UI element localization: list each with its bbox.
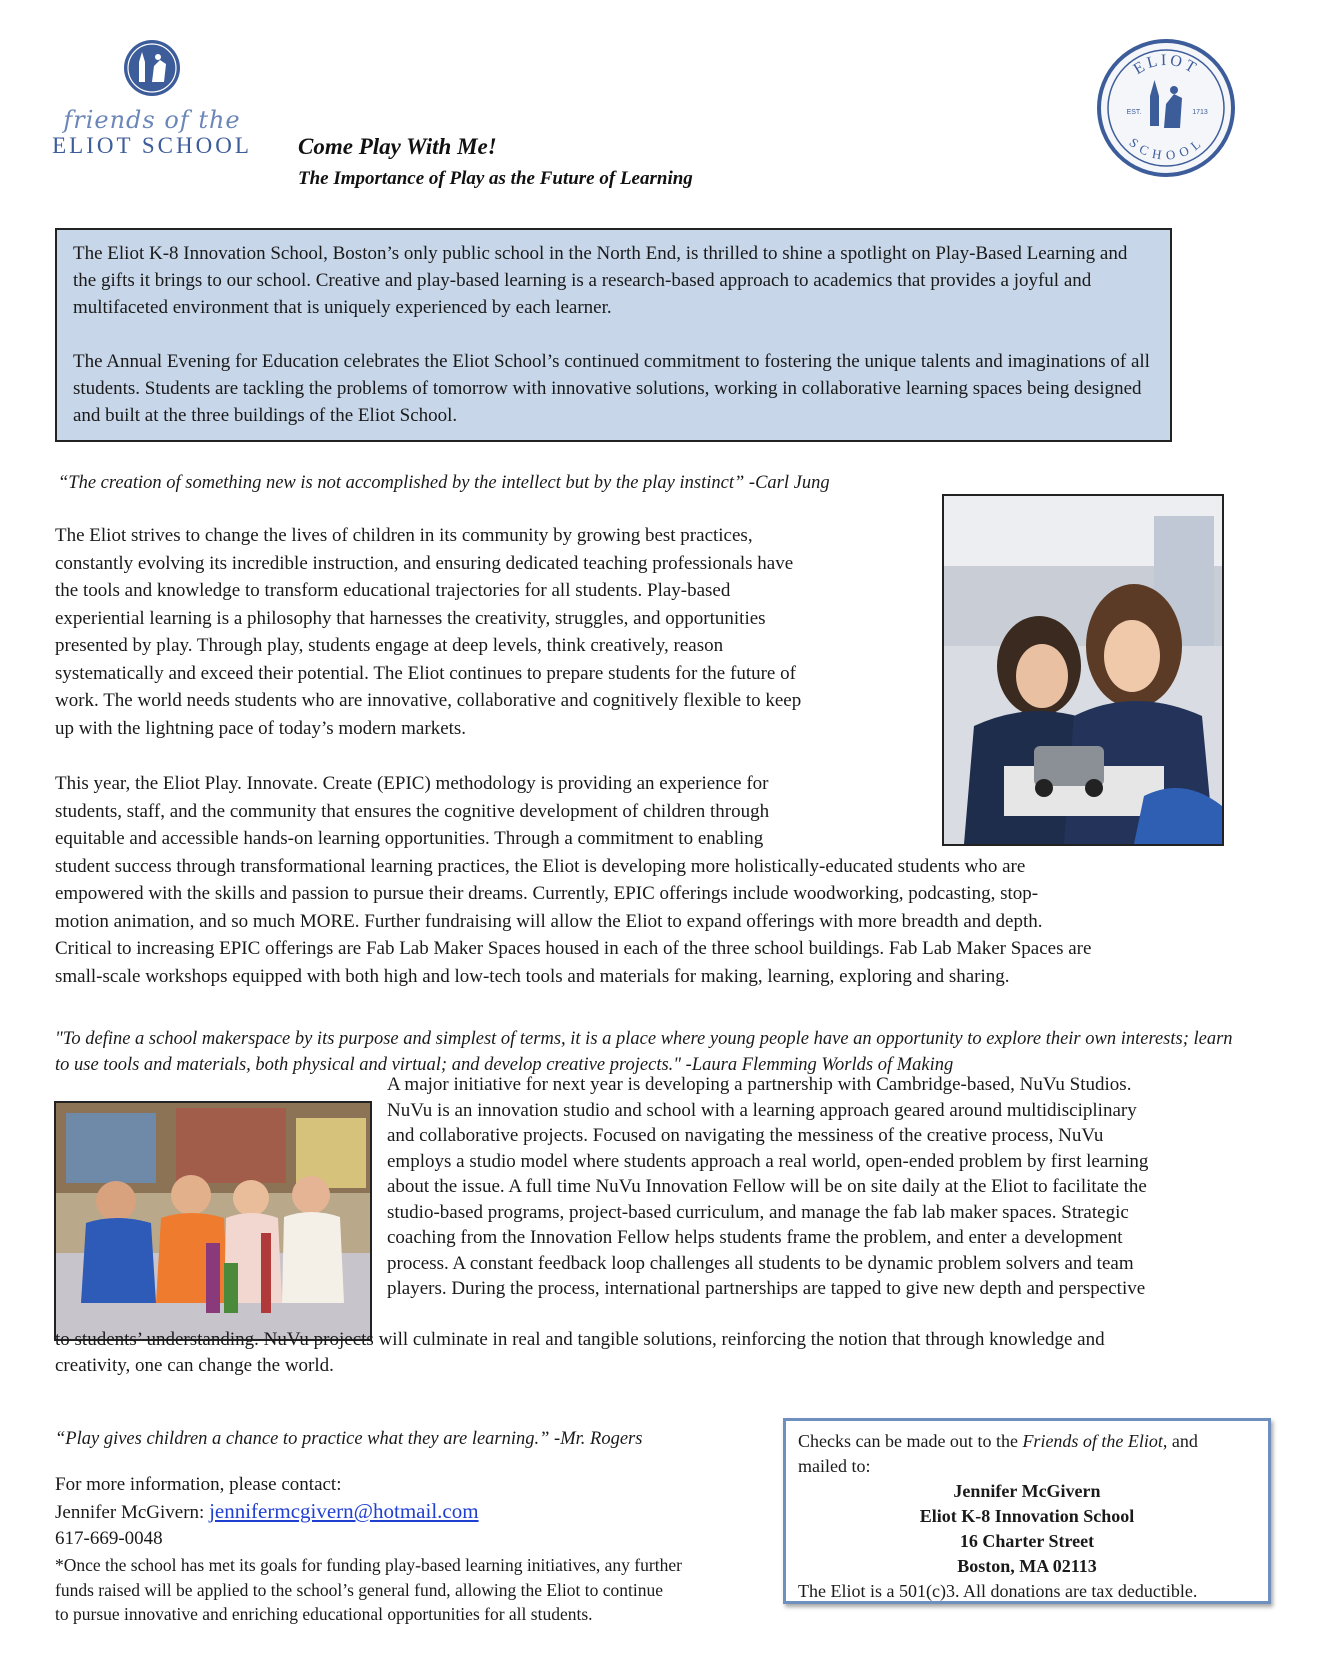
address-line: Jennifer McGivern xyxy=(953,1481,1101,1501)
text-line: NuVu is an innovation studio and school with a learning approach geared around multidisciplinary xyxy=(387,1099,1137,1121)
body-paragraph-1 xyxy=(55,522,801,742)
seal-top-text: ELIOT xyxy=(1130,51,1202,79)
text-line: equitable and accessible hands-on learning opportunities. Through a commitment to enabling xyxy=(55,828,764,849)
contact-heading: For more information, please contact: xyxy=(55,1474,342,1495)
tax-deductible-note: The Eliot is a 501(c)3. All donations are tax deductible. xyxy=(798,1581,1198,1601)
friends-logo xyxy=(52,38,252,159)
body-paragraph-3-wrapped xyxy=(387,1072,1148,1302)
text-line: creativity, one can change the world. xyxy=(55,1354,334,1376)
text-line: players. During the process, international partnerships are tapped to give new depth and perspective xyxy=(387,1278,1146,1299)
text-line: and collaborative projects. Focused on navigating the messiness of the creative process, NuVu xyxy=(387,1125,1104,1146)
text-line: systematically and exceed their potential. The Eliot continues to prepare students for the future of xyxy=(55,662,796,684)
donate-payee: Friends of the Eliot xyxy=(1022,1431,1163,1451)
text-line: motion animation, and so much MORE. Further fundraising will allow the Eliot to expand offerings with more breadth and depth. xyxy=(55,910,1043,932)
text-line: student success through transformational learning practices, the Eliot is developing more holistically-educated students who are xyxy=(55,855,1026,877)
donate-instruction-line xyxy=(798,1429,1256,1454)
text-line: small-scale workshops equipped with both high and low-tech tools and materials for making, learning, exploring and sharing. xyxy=(55,965,1010,987)
text-line: empowered with the skills and passion to pursue their dreams. Currently, EPIC offerings include woodworking, podcasting, stop- xyxy=(55,883,1039,904)
text-line: This year, the Eliot Play. Innovate. Create (EPIC) methodology is providing an experience for xyxy=(55,773,769,794)
seal-bottom-text: SCHOOL xyxy=(1126,134,1206,163)
intro-box xyxy=(55,228,1172,442)
text-line: to students’ understanding. NuVu projects will culminate in real and tangible solutions, reinforcing the notion that through knowledge and xyxy=(55,1329,1105,1350)
contact-name: Jennifer McGivern: xyxy=(55,1502,210,1523)
text-line: process. A constant feedback loop challenges all students to be dynamic problem solvers and team xyxy=(387,1252,1134,1274)
quote-laura-flemming: "To define a school makerspace by its purpose and simplest of terms, it is a place where young people have an opportunity to explore their own interests; learn to use tools and materials, both physical and virtual; and develop creative projects." -Laura Flemming Worlds of Making xyxy=(55,1029,1233,1075)
logo-name-text: ELIOT SCHOOL xyxy=(52,133,252,158)
eliot-seal-icon xyxy=(122,38,182,98)
text-line: to pursue innovative and enriching educational opportunities for all students. xyxy=(55,1604,593,1624)
body-paragraph-2 xyxy=(55,770,1091,990)
text-line: up with the lightning pace of today’s modern markets. xyxy=(55,717,467,739)
text-line: *Once the school has met its goals for funding play-based learning initiatives, any further xyxy=(55,1555,682,1575)
seal-est-text: EST. xyxy=(1126,109,1142,116)
text-line: constantly evolving its incredible instruction, and ensuring dedicated teaching professionals have xyxy=(55,552,794,574)
quote-carl-jung: “The creation of something new is not accomplished by the intellect but by the play instinct” -Carl Jung xyxy=(58,473,830,493)
quote-mr-rogers: “Play gives children a chance to practice what they are learning.” -Mr. Rogers xyxy=(55,1429,643,1449)
intro-paragraph-1: The Eliot K-8 Innovation School, Boston’s only public school in the North End, is thrilled to shine a spotlight on Play-Based Learning and the gifts it brings to our school. Creative and play-based learning is a research-based approach to academics that provides a joyful and multifaceted environment that is uniquely experienced by each learner. xyxy=(73,243,1128,318)
text-line: A major initiative for next year is developing a partnership with Cambridge-based, NuVu Studios. xyxy=(387,1074,1132,1095)
contact-section xyxy=(55,1472,479,1552)
eliot-school-seal-icon xyxy=(1096,38,1236,178)
donation-box xyxy=(783,1418,1271,1604)
address-line: Eliot K-8 Innovation School xyxy=(919,1506,1135,1526)
text-line: employs a studio model where students approach a real world, open-ended problem by first learning xyxy=(387,1150,1149,1172)
donate-text: , and xyxy=(1162,1431,1198,1451)
address-line: 16 Charter Street xyxy=(959,1531,1095,1551)
text-line: about the issue. A full time NuVu Innovation Fellow will be on site daily at the Eliot to facilitate the xyxy=(387,1176,1147,1197)
text-line: students, staff, and the community that ensures the cognitive development of children through xyxy=(55,800,770,822)
seal-year-text: 1713 xyxy=(1192,109,1208,116)
body-paragraph-3-full xyxy=(55,1327,1105,1378)
text-line: studio-based programs, project-based curriculum, and manage the fab lab maker spaces. Strategic xyxy=(387,1201,1129,1223)
page-subtitle: The Importance of Play as the Future of Learning xyxy=(298,168,693,189)
text-line: coaching from the Innovation Fellow helps students frame the problem, and enter a development xyxy=(387,1227,1123,1248)
contact-phone: 617-669-0048 xyxy=(55,1528,163,1549)
mailing-address xyxy=(798,1479,1256,1579)
donate-mailed-to: mailed to: xyxy=(798,1456,871,1476)
logo-script-text: friends of the xyxy=(63,106,241,134)
text-line: The Eliot strives to change the lives of children in its community by growing best practices, xyxy=(55,525,753,546)
address-line: Boston, MA 02113 xyxy=(957,1556,1097,1576)
page-title: Come Play With Me! xyxy=(298,134,497,159)
contact-email-link[interactable]: jennifermcgivern@hotmail.com xyxy=(209,1499,479,1523)
text-line: Critical to increasing EPIC offerings are Fab Lab Maker Spaces housed in each of the three school buildings. Fab Lab Maker Spaces are xyxy=(55,938,1092,959)
text-line: funds raised will be applied to the school’s general fund, allowing the Eliot to continue xyxy=(55,1579,663,1600)
text-line: the tools and knowledge to transform educational trajectories for all students. Play-based xyxy=(55,580,731,601)
intro-paragraph-2: The Annual Evening for Education celebrates the Eliot School’s continued commitment to fostering the unique talents and imaginations of all students. Students are tackling the problems of tomorrow with innovative solutions, working in collaborative learning spaces being designed and built at the three buildings of the Eliot School. xyxy=(73,351,1150,426)
text-line: presented by play. Through play, students engage at deep levels, think creatively, reason xyxy=(55,635,724,656)
contact-name-line xyxy=(55,1498,479,1526)
text-line: experiential learning is a philosophy that harnesses the creativity, struggles, and opportunities xyxy=(55,607,766,629)
text-line: work. The world needs students who are innovative, collaborative and cognitively flexible to keep xyxy=(55,690,802,711)
donate-text: Checks can be made out to the xyxy=(798,1431,1023,1451)
students-building-blocks-photo xyxy=(54,1101,372,1341)
funding-note xyxy=(55,1553,682,1627)
